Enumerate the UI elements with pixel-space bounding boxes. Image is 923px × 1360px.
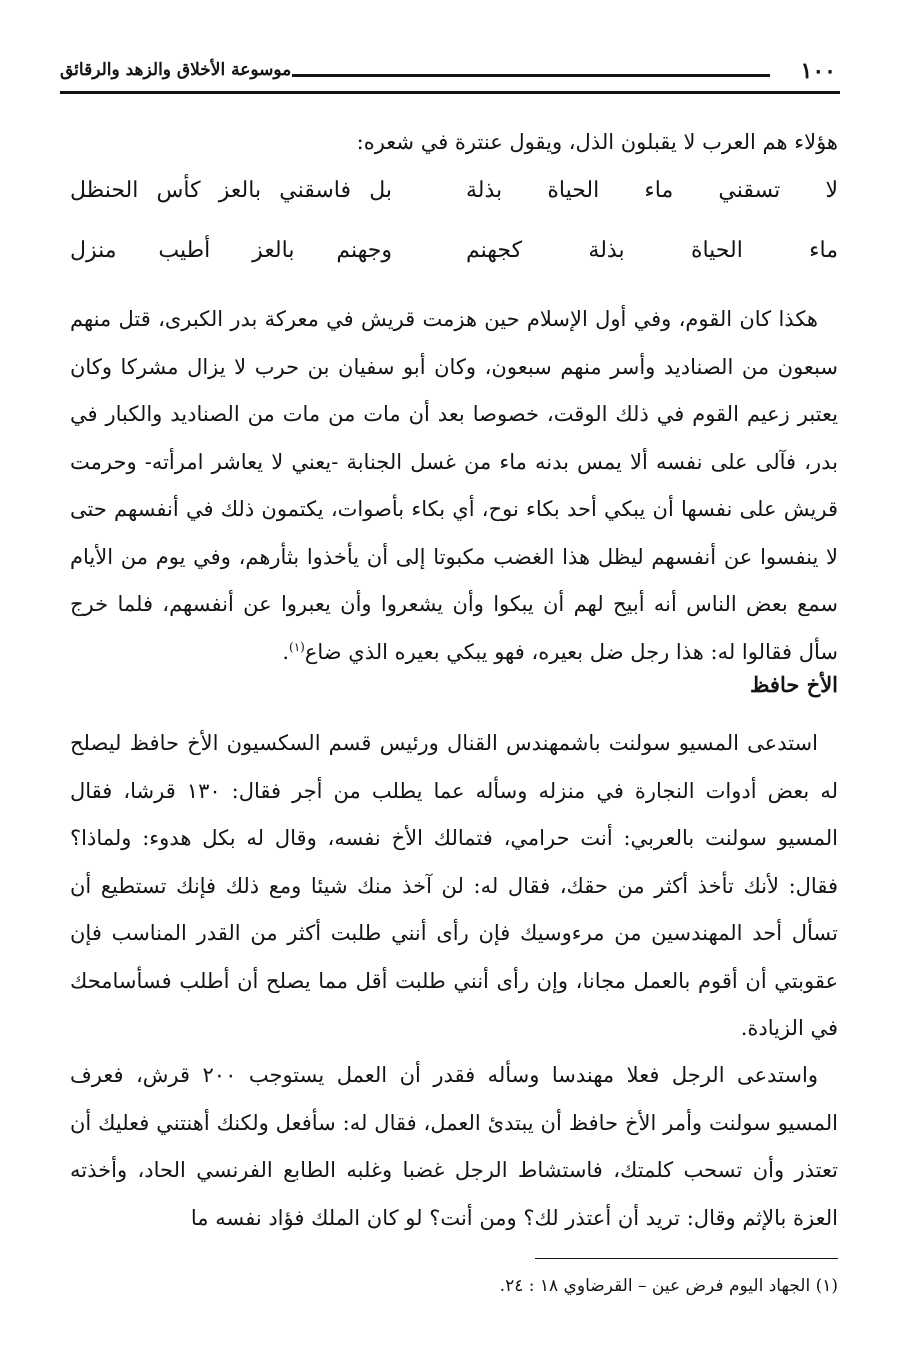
page-number: ١٠٠: [800, 58, 836, 84]
poem-verse-2: [70, 238, 838, 278]
poem-hemistich: ماء الحياة بذلة كجهنم: [466, 238, 838, 263]
section-heading: الأخ حافظ: [749, 672, 838, 697]
poem-hemistich: وجهنم بالعز أطيب منزل: [70, 238, 392, 263]
header-rule: [292, 74, 770, 77]
intro-line: هؤلاء هم العرب لا يقبلون الذل، ويقول عنترة في شعره:: [356, 130, 838, 154]
footnote-separator: [535, 1258, 838, 1259]
book-title: موسوعة الأخلاق والزهد والرقائق: [60, 60, 292, 80]
header-underline: [60, 91, 840, 94]
poem-hemistich: بل فاسقني بالعز كأس الحنظل: [70, 178, 392, 203]
poem-verse-1: [70, 178, 838, 218]
page-header: [60, 58, 840, 92]
poem-hemistich: لا تسقني ماء الحياة بذلة: [466, 178, 838, 203]
paragraph-text: هكذا كان القوم، وفي أول الإسلام حين هزمت قريش في معركة بدر الكبرى، قتل منهم سبعون من الصناديد وأسر منهم سبعون، وكان أبو سفيان بن حرب لا يزال مشركا وكان يعتبر زعيم القوم في ذلك الوقت، خصوصا بعد أن مات من مات من الصناديد والكبار في بدر، فآلى على نفسه ألا يمس بدنه ماء من غسل الجنابة -يعني لا يعاشر امرأته- وحرمت قريش على نفسها أن يبكي أحد بكاء نوح، أي بكاء بأصوات، يكتمون ذلك في أنفسهم حتى لا ينفسوا عن أنفسهم ليظل هذا الغضب مكبوتا إلى أن يأخذوا بثأرهم، وفي يوم من الأيام سمع بعض الناس أنه أبيح لهم أن يبكوا وأن يشعروا وأن يعبروا عن أنفسهم، فلما خرج سأل فقالوا له: هذا رجل ضل بعيره، فهو يبكي بعيره الذي ضاع: [70, 307, 838, 664]
paragraph: واستدعى الرجل فعلا مهندسا وسأله فقدر أن العمل يستوجب ٢٠٠ قرش، فعرف المسيو سولنت وأمر الأخ حافظ أن يبتدئ العمل، فقال له: سأفعل ولكنك أهنتني فعليك أن تعتذر وأن تسحب كلمتك، فاستشاط الرجل غضبا وغلبه الطابع الفرنسي الحاد، وأخذته العزة بالإثم وقال: تريد أن أعتذر لك؟ ومن أنت؟ لو كان الملك فؤاد نفسه ما: [70, 1063, 838, 1230]
paragraph-end: .: [282, 639, 290, 664]
footnote: (١) الجهاد اليوم فرض عين – القرضاوي ١٨ : ٢٤.: [499, 1276, 838, 1296]
paragraph: استدعى المسيو سولنت باشمهندس القنال ورئيس قسم السكسيون الأخ حافظ ليصلح له بعض أدوات النجارة في منزله وسأله عما يطلب من أجر فقال: ١٣٠ قرشا، فقال المسيو سولنت بالعربي: أنت حرامي، فتمالك الأخ نفسه، وقال له بكل هدوء: ولماذا؟ فقال: لأنك تأخذ أكثر من حقك، فقال له: لن آخذ منك شيئا ومع ذلك فإنك تستطيع أن تسأل أحد المهندسين من مرءوسيك فإن رأى أنني طلبت أكثر من القدر المناسب فإن عقوبتي أن أقوم بالعمل مجانا، وإن رأى أنني طلبت أقل مما يصلح أن أطلب فسأسامحك في الزيادة.: [70, 731, 838, 1040]
paragraph: [70, 296, 838, 676]
footnote-reference[interactable]: (١): [289, 639, 305, 654]
